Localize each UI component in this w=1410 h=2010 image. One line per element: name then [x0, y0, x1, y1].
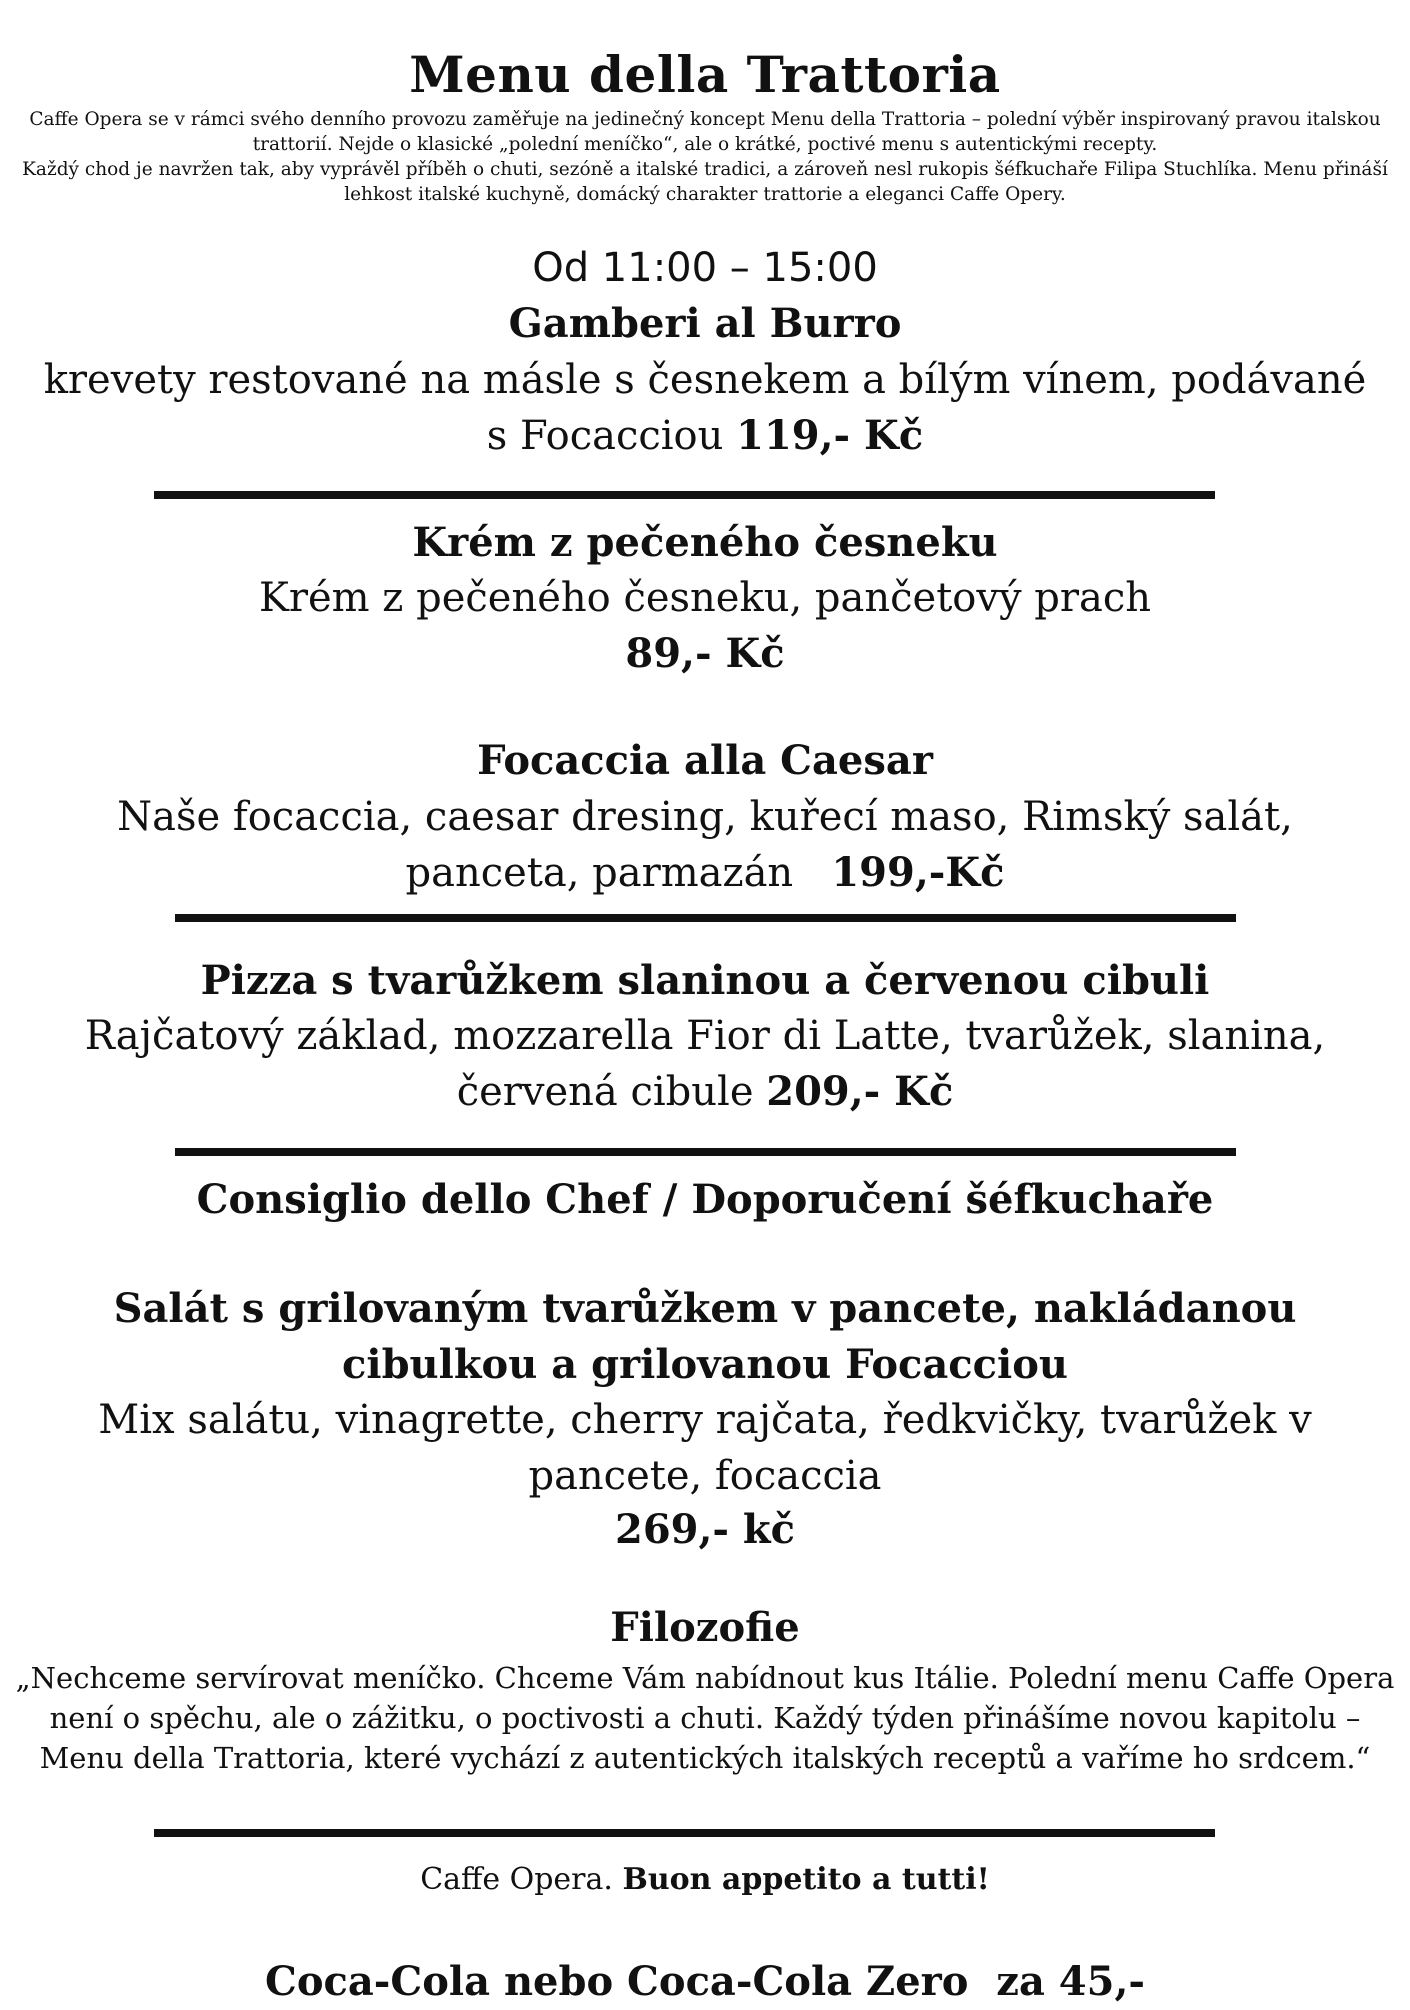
- dish-pizza-description: [20, 1008, 1390, 1120]
- intro-text: [10, 107, 1400, 207]
- intro-paragraph-2: Každý chod je navržen tak, aby vyprávěl příběh o chuti, sezóně a italské tradici, a zároveň nesl rukopis šéfkuchaře Filipa Stuchlíka. Menu přináší lehkost italské kuchyně, domácký charakter trattorie a eleganci Caffe Opery.: [22, 159, 1388, 205]
- divider-3: [175, 1148, 1236, 1156]
- dish-gamberi-desc: krevety restované na másle s česnekem a bílým vínem, podávané s Focacciou: [43, 357, 1367, 459]
- philosophy-text: „Nechceme servírovat meníčko. Chceme Vám nabídnout kus Itálie. Polední menu Caffe Opera není o spěchu, ale o zážitku, o poctivosti a chuti. Každý týden přinášíme novou kapitolu – Menu della Trattoria, které vychází z autentických italských receptů a vaříme ho srdcem.“: [15, 1661, 1395, 1775]
- dish-krem-price: 89,- Kč: [625, 630, 785, 677]
- dish-pizza-price: 209,- Kč: [766, 1068, 954, 1115]
- dish-salat-desc: Mix salátu, vinagrette, cherry rajčata, ředkvičky, tvarůžek v pancete, focaccia: [98, 1397, 1312, 1499]
- dish-krem-desc: Krém z pečeného česneku, pančetový prach: [258, 575, 1151, 621]
- drink-offer: Coca-Cola nebo Coca-Cola Zero za 45,-: [265, 1958, 1145, 2005]
- dish-pizza-desc: Rajčatový základ, mozzarella Fior di Latte, tvarůžek, slanina, červená cibule: [84, 1013, 1326, 1115]
- dish-gamberi-description: [30, 352, 1380, 464]
- philosophy-heading: Filozofie: [610, 1604, 800, 1651]
- divider-4: [154, 1829, 1215, 1837]
- dish-krem-name: Krém z pečeného česneku: [412, 519, 998, 566]
- chef-recommendation-heading: Consiglio dello Chef / Doporučení šéfkuchaře: [196, 1176, 1214, 1223]
- intro-paragraph-1: Caffe Opera se v rámci svého denního provozu zaměřuje na jedinečný koncept Menu della Trattoria – polední výběr inspirovaný pravou italskou trattorií. Nejde o klasické „polední meníčko“, ale o krátké, poctivé menu s autentickými recepty.: [29, 109, 1381, 155]
- dish-focaccia-price: 199,-Kč: [831, 849, 1005, 896]
- opening-hours: Od 11:00 – 15:00: [532, 245, 878, 291]
- dish-salat-price: 269,- kč: [614, 1506, 796, 1553]
- footer-line: [0, 1859, 1410, 1901]
- footer-name: Caffe Opera.: [420, 1862, 613, 1897]
- footer-greeting: Buon appetito a tutti!: [622, 1862, 990, 1897]
- page-title: Menu della Trattoria: [409, 45, 1001, 104]
- dish-focaccia-desc: Naše focaccia, caesar dresing, kuřecí maso, Rimský salát, panceta, parmazán: [117, 794, 1293, 896]
- dish-pizza-name: Pizza s tvarůžkem slaninou a červenou cibuli: [200, 957, 1210, 1004]
- dish-gamberi-price: 119,- Kč: [736, 412, 924, 459]
- dish-gamberi-name: Gamberi al Burro: [508, 300, 902, 347]
- divider-2: [175, 914, 1236, 922]
- dish-focaccia-description: [40, 789, 1370, 901]
- dish-focaccia-name: Focaccia alla Caesar: [477, 737, 933, 784]
- divider-1: [154, 491, 1215, 499]
- dish-salat-name: Salát s grilovaným tvarůžkem v pancete, nakládanou cibulkou a grilovanou Focacciou: [113, 1285, 1297, 1388]
